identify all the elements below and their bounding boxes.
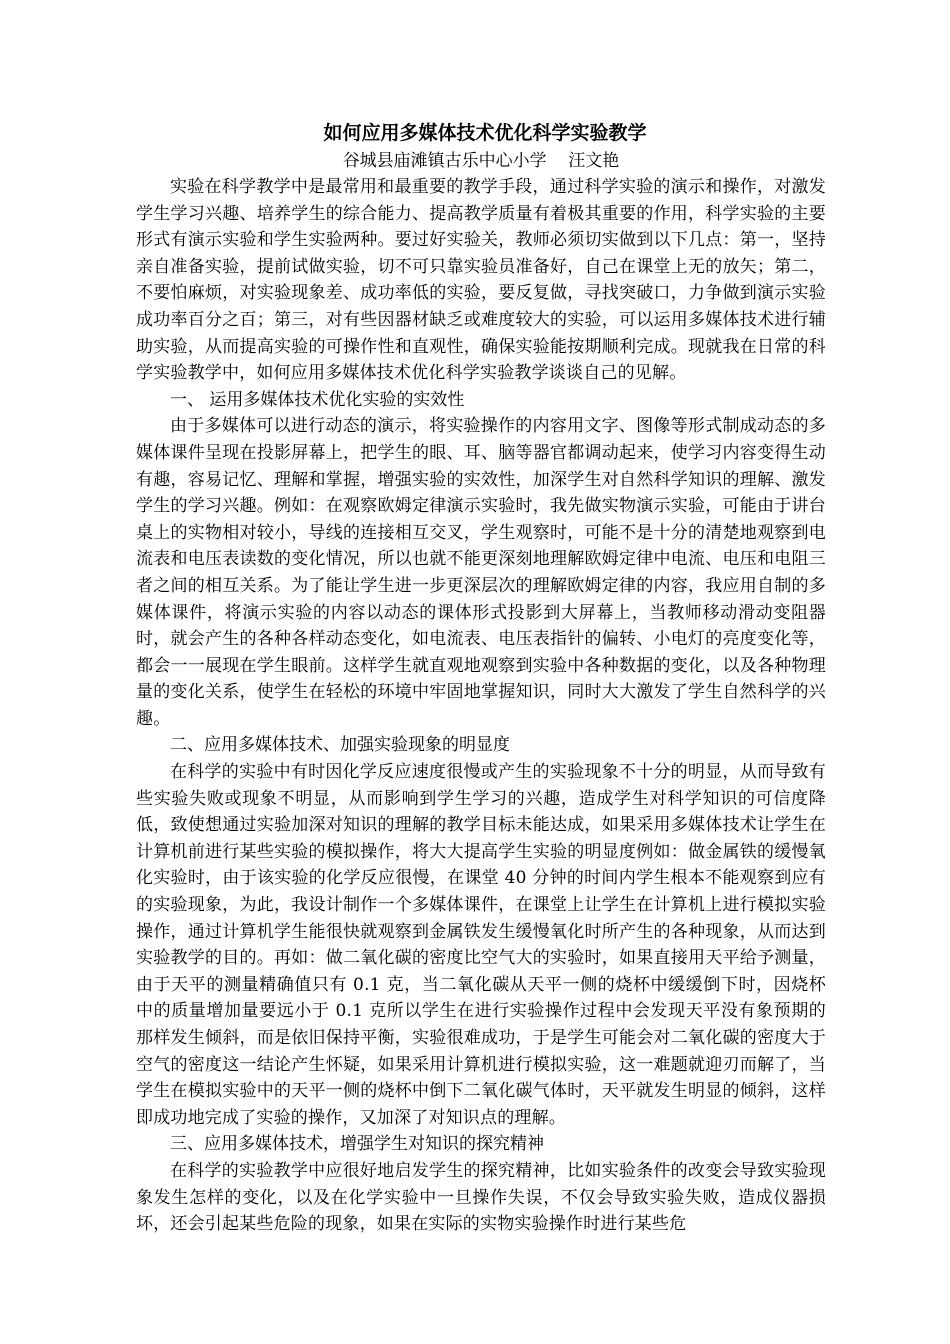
- section-1-heading: 一、 运用多媒体技术优化实验的实效性: [170, 389, 465, 410]
- section-1-paragraph: 由于多媒体可以进行动态的演示，将实验操作的内容用文字、图像等形式制成动态的多媒体课件呈现在投影屏幕上，把学生的眼、耳、脑等器官都调动起来，使学习内容变得生动有趣，容易记忆、理解和掌握，增强实验的实效性，加深学生对自然科学知识的理解、激发学生的学习兴趣。例如：在观察欧姆定律演示实验时，我先做实物演示实验，可能由于讲台桌上的实物相对较小，导线的连接相互交叉，学生观察时，可能不是十分的清楚地观察到电流表和电压表读数的变化情况，所以也就不能更深刻地理解欧姆定律中电流、电压和电阻三者之间的相互关系。为了能让学生进一步更深层次的理解欧姆定律的内容，我应用自制的多媒体课件，将演示实验的内容以动态的课体形式投影到大屏幕上，当教师移动滑动变阻器时，就会产生的各种各样动态变化，如电流表、电压表指针的偏转、小电灯的亮度变化等，都会一一展现在学生眼前。这样学生就直观地观察到实验中各种数据的变化，以及各种物理量的变化关系，使学生在轻松的环境中牢固地掌握知识，同时大大激发了学生自然科学的兴趣。: [136, 416, 826, 729]
- author-line: 谷城县庙滩镇古乐中心小学 汪文艳: [342, 151, 620, 171]
- section-2-heading: 二、应用多媒体技术、加强实验现象的明显度: [170, 735, 510, 756]
- document-title: 如何应用多媒体技术优化科学实验教学: [323, 122, 647, 144]
- intro-paragraph: 实验在科学教学中是最常用和最重要的教学手段，通过科学实验的演示和操作，对激发学生学习兴趣、培养学生的综合能力、提高教学质量有着极其重要的作用，科学实验的主要形式有演示实验和学生实验两种。要过好实验关，教师必须切实做到以下几点：第一，坚持亲自准备实验，提前试做实验，切不可只靠实验员准备好，自己在课堂上无的放矢；第二，不要怕麻烦，对实验现象差、成功率低的实验，要反复做，寻找突破口，力争做到演示实验成功率百分之百；第三，对有些因器材缺乏或难度较大的实验，可以运用多媒体技术进行辅助实验，从而提高实验的可操作性和直观性，确保实验能按期顺利完成。现就我在日常的科学实验教学中，如何应用多媒体技术优化科学实验教学谈谈自己的见解。: [136, 177, 826, 384]
- section-2-paragraph: 在科学的实验中有时因化学反应速度很慢或产生的实验现象不十分的明显，从而导致有些实验失败或现象不明显，从而影响到学生学习的兴趣，造成学生对科学知识的可信度降低，致使想通过实验加深对知识的理解的教学目标未能达成，如果采用多媒体技术让学生在计算机前进行某些实验的模拟操作，将大大提高学生实验的明显度例如：做金属铁的缓慢氧化实验时，由于该实验的化学反应很慢，在课堂 40 分钟的时间内学生根本不能观察到应有的实验现象，为此，我设计制作一个多媒体课件，在课堂上让学生在计算机上进行模拟实验操作，通过计算机学生能很快就观察到金属铁发生缓慢氧化时所产生的各种现象，从而达到实验教学的目的。再如：做二氧化碳的密度比空气大的实验时，如果直接用天平给予测量，由于天平的测量精确值只有 0.1 克，当二氧化碳从天平一侧的烧杯中缓缓倒下时，因烧杯中的质量增加量要远小于 0.1 克所以学生在进行实验操作过程中会发现天平没有象预期的那样发生倾斜，而是依旧保持平衡，实验很难成功，于是学生可能会对二氧化碳的密度大于空气的密度这一结论产生怀疑，如果采用计算机进行模拟实验，这一难题就迎刃而解了，当学生在模拟实验中的天平一侧的烧杯中倒下二氧化碳气体时，天平就发生明显的倾斜，这样即成功地完成了实验的操作，又加深了对知识点的理解。: [136, 762, 826, 1128]
- section-3-paragraph: 在科学的实验教学中应很好地启发学生的探究精神，比如实验条件的改变会导致实验现象发生怎样的变化，以及在化学实验中一旦操作失误，不仅会导致实验失败，造成仪器损坏，还会引起某些危险的现象，如果在实际的实物实验操作时进行某些危: [136, 1160, 826, 1235]
- document-page: [136, 118, 826, 1238]
- section-3-heading: 三、应用多媒体技术，增强学生对知识的探究精神: [170, 1134, 544, 1155]
